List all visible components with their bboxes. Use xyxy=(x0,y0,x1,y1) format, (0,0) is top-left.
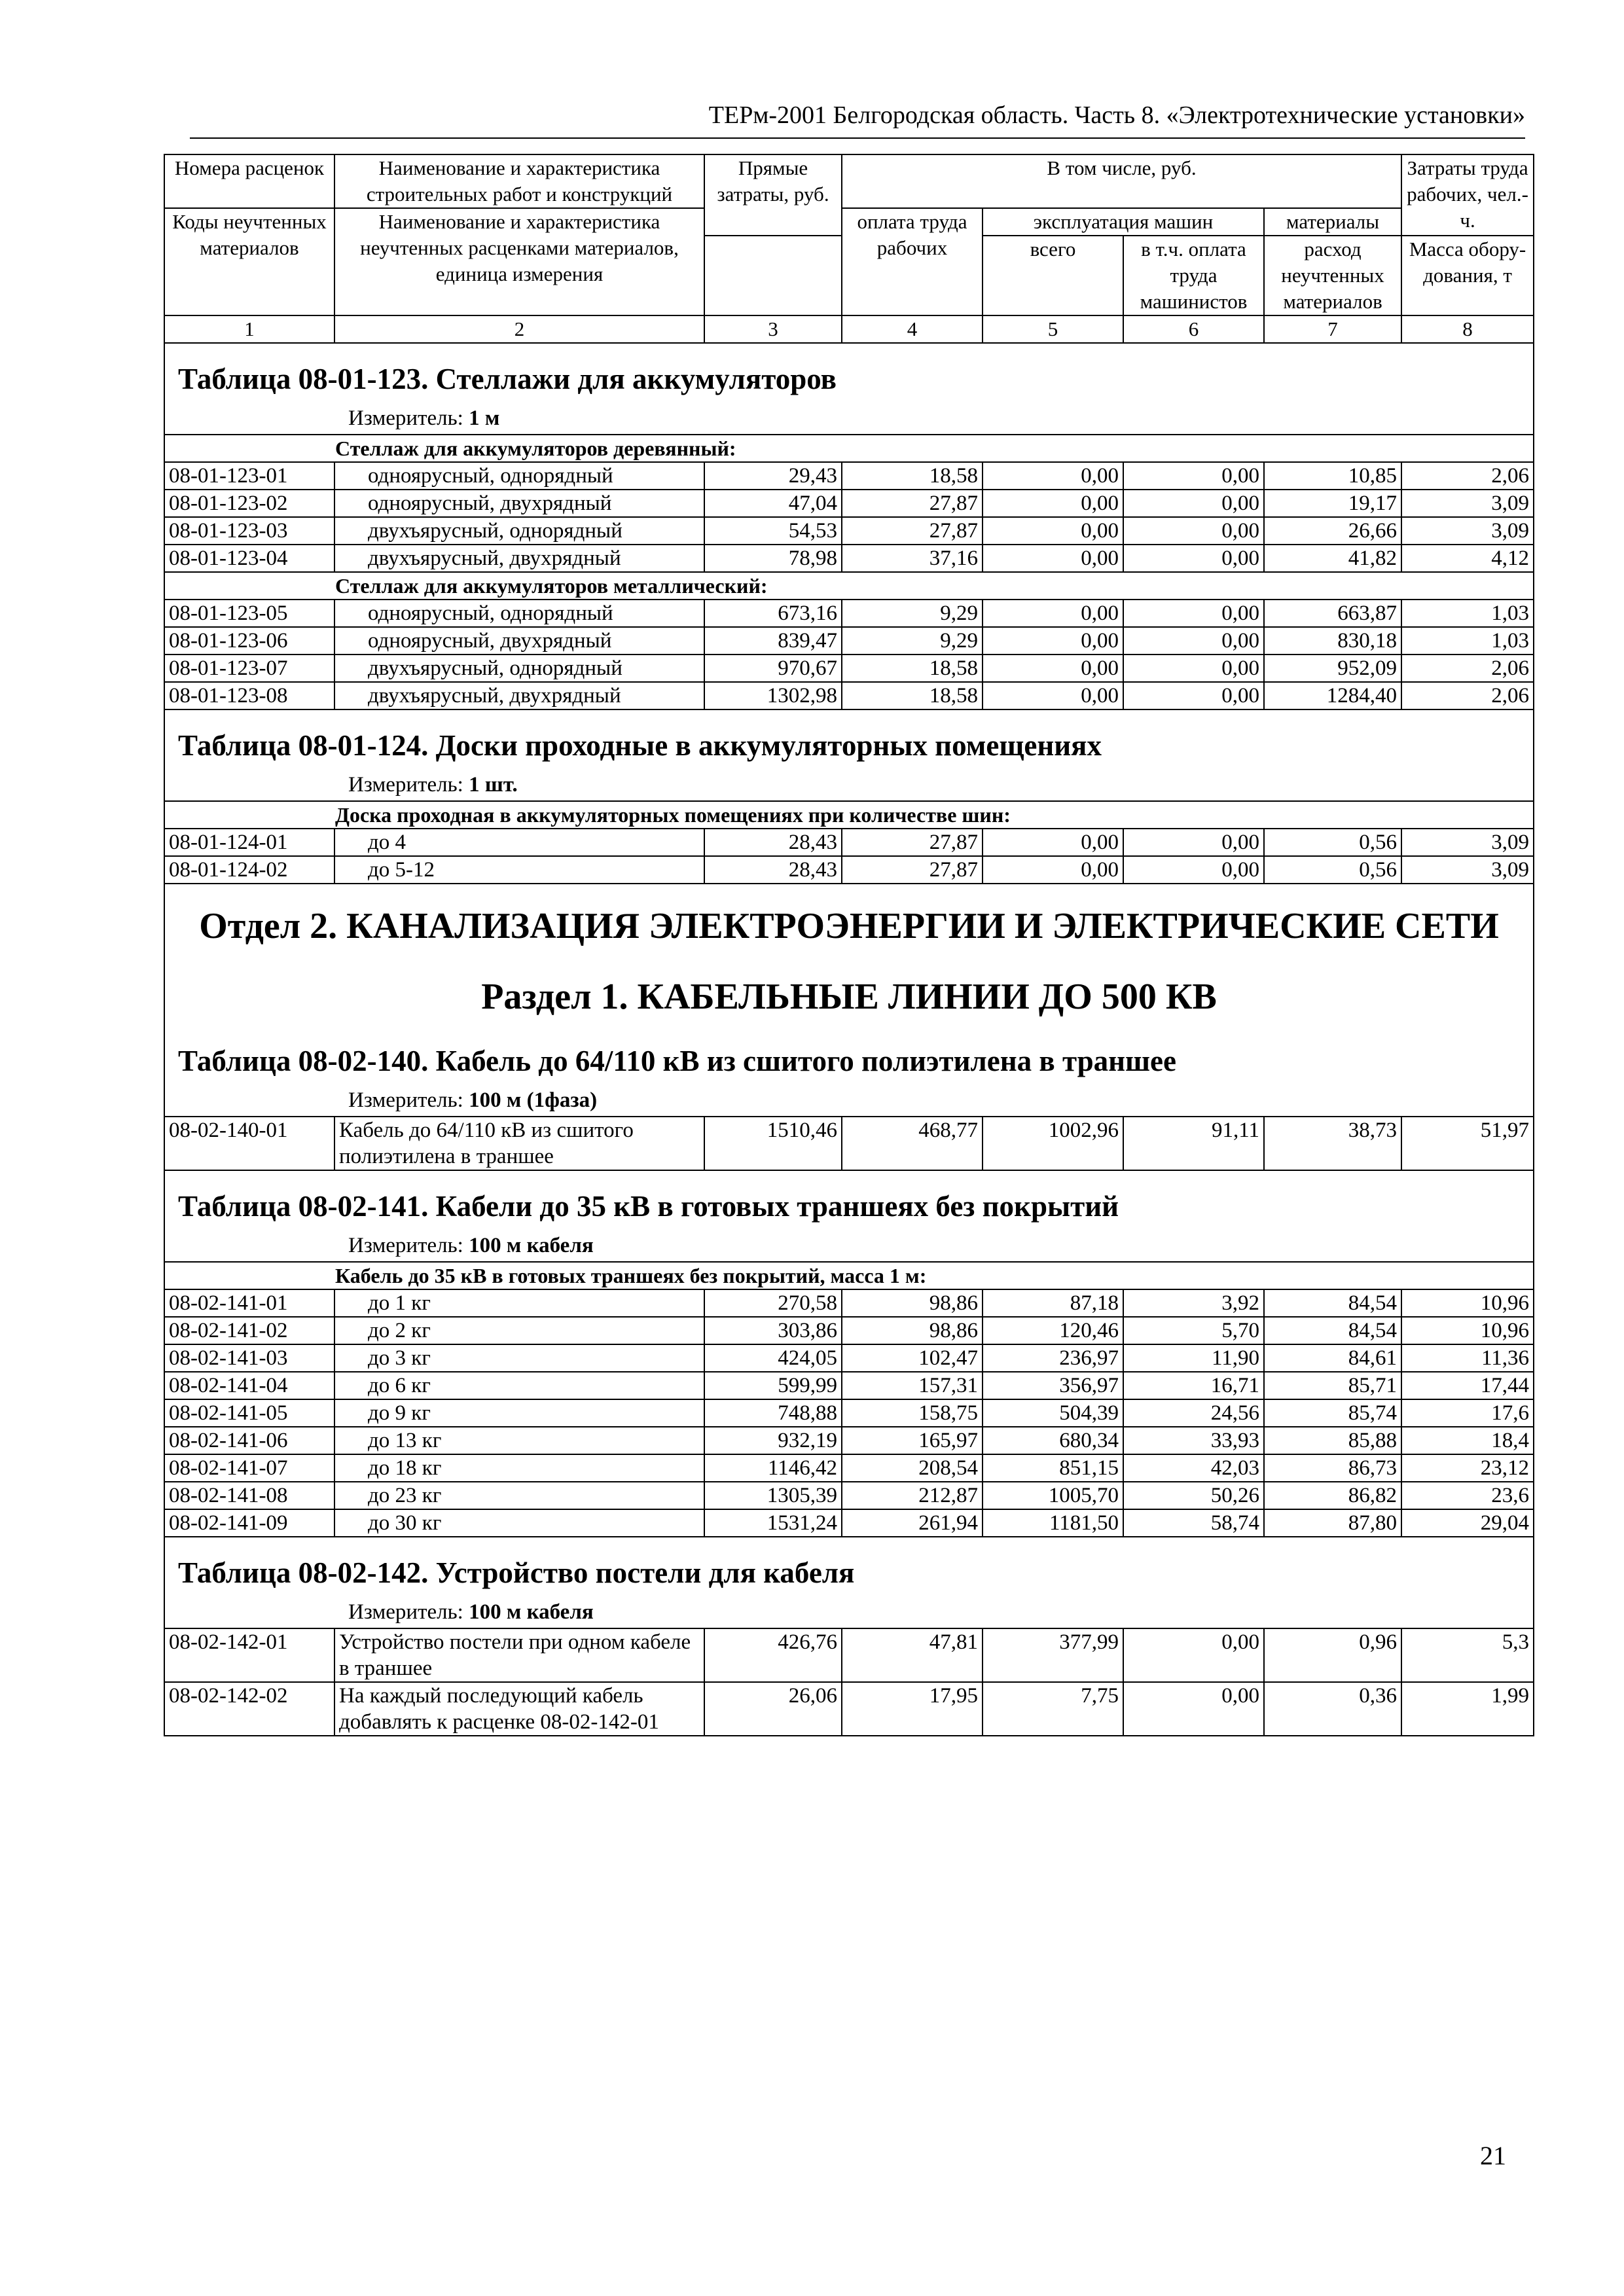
table-row xyxy=(164,655,1534,682)
name-cell: до 13 кг xyxy=(334,1427,704,1454)
value-cell: 0,00 xyxy=(983,600,1123,627)
table-row xyxy=(164,1317,1534,1344)
value-cell: 17,44 xyxy=(1401,1372,1534,1399)
value-cell: 26,06 xyxy=(704,1682,842,1736)
value-cell: 0,96 xyxy=(1264,1628,1401,1682)
table-row xyxy=(164,600,1534,627)
table-row xyxy=(164,462,1534,490)
value-cell: 0,00 xyxy=(983,829,1123,856)
value-cell: 1305,39 xyxy=(704,1482,842,1509)
name-cell: до 30 кг xyxy=(334,1509,704,1537)
column-numbers-row xyxy=(164,315,1534,343)
value-cell: 10,85 xyxy=(1264,462,1401,490)
value-cell: 303,86 xyxy=(704,1317,842,1344)
value-cell: 468,77 xyxy=(842,1117,983,1170)
value-cell: 0,00 xyxy=(1123,856,1264,884)
value-cell: 1284,40 xyxy=(1264,682,1401,709)
value-cell: 0,00 xyxy=(1123,655,1264,682)
name-cell: двухъярусный, однорядный xyxy=(334,517,704,545)
table-row xyxy=(164,545,1534,572)
code-cell: 08-02-141-07 xyxy=(164,1454,334,1482)
code-cell: 08-02-141-05 xyxy=(164,1399,334,1427)
code-cell: 08-01-123-05 xyxy=(164,600,334,627)
value-cell: 0,00 xyxy=(1123,829,1264,856)
value-cell: 0,00 xyxy=(1123,627,1264,655)
measure-line xyxy=(164,1230,1534,1262)
measure-label: Измеритель: xyxy=(348,1088,469,1112)
name-cell: Устройство постели при одном кабеле в траншее xyxy=(334,1628,704,1682)
value-cell: 3,09 xyxy=(1401,517,1534,545)
value-cell: 28,43 xyxy=(704,829,842,856)
group-header: Стеллаж для аккумуляторов деревянный: xyxy=(164,435,1534,462)
value-cell: 0,00 xyxy=(1123,682,1264,709)
value-cell: 0,00 xyxy=(983,655,1123,682)
name-cell: На каждый последующий кабель добавлять к расценке 08-02-142-01 xyxy=(334,1682,704,1736)
value-cell: 51,97 xyxy=(1401,1117,1534,1170)
value-cell: 748,88 xyxy=(704,1399,842,1427)
col2-header-a: Наименование и характеристика строительных работ и конструкций xyxy=(334,154,704,208)
name-cell: до 5-12 xyxy=(334,856,704,884)
value-cell: 0,00 xyxy=(983,545,1123,572)
col4-header: оплата труда рабочих xyxy=(842,208,983,315)
value-cell: 19,17 xyxy=(1264,490,1401,517)
code-cell: 08-01-123-01 xyxy=(164,462,334,490)
table-row xyxy=(164,1682,1534,1736)
value-cell: 208,54 xyxy=(842,1454,983,1482)
name-cell: до 2 кг xyxy=(334,1317,704,1344)
col-number-8: 8 xyxy=(1401,315,1534,343)
header-row-1 xyxy=(164,154,1534,208)
measure-value: 100 м (1фаза) xyxy=(469,1088,598,1112)
code-cell: 08-01-123-07 xyxy=(164,655,334,682)
value-cell: 0,00 xyxy=(983,627,1123,655)
value-cell: 599,99 xyxy=(704,1372,842,1399)
table-row xyxy=(164,1289,1534,1317)
value-cell: 5,3 xyxy=(1401,1628,1534,1682)
table-title: Таблица 08-01-124. Доски проходные в аккумуляторных помещениях xyxy=(164,709,1534,769)
value-cell: 47,81 xyxy=(842,1628,983,1682)
col-number-1: 1 xyxy=(164,315,334,343)
col8-header-a: Затраты труда рабочих, чел.-ч. xyxy=(1401,154,1534,236)
name-cell: до 4 xyxy=(334,829,704,856)
value-cell: 1005,70 xyxy=(983,1482,1123,1509)
value-cell: 663,87 xyxy=(1264,600,1401,627)
value-cell: 5,70 xyxy=(1123,1317,1264,1344)
col2-header-b: Наименование и характеристика неучтенных расценками материалов, единица измерения xyxy=(334,208,704,315)
col7-header: расход неучтенных материалов xyxy=(1264,236,1401,315)
value-cell: 261,94 xyxy=(842,1509,983,1537)
value-cell: 3,92 xyxy=(1123,1289,1264,1317)
col1-header-a: Номера расценок xyxy=(164,154,334,208)
value-cell: 28,43 xyxy=(704,856,842,884)
value-cell: 84,54 xyxy=(1264,1289,1401,1317)
value-cell: 0,00 xyxy=(1123,490,1264,517)
value-cell: 58,74 xyxy=(1123,1509,1264,1537)
measure-label: Измеритель: xyxy=(348,406,469,430)
value-cell: 3,09 xyxy=(1401,490,1534,517)
table-row xyxy=(164,1117,1534,1170)
col-number-5: 5 xyxy=(983,315,1123,343)
code-cell: 08-02-141-03 xyxy=(164,1344,334,1372)
value-cell: 0,56 xyxy=(1264,856,1401,884)
table-row xyxy=(164,1399,1534,1427)
table-title: Таблица 08-01-123. Стеллажи для аккумуляторов xyxy=(164,343,1534,403)
value-cell: 98,86 xyxy=(842,1289,983,1317)
col1-header-b: Коды неучтенных материалов xyxy=(164,208,334,315)
group-header: Стеллаж для аккумуляторов металлический: xyxy=(164,572,1534,600)
col-number-7: 7 xyxy=(1264,315,1401,343)
value-cell: 3,09 xyxy=(1401,829,1534,856)
value-cell: 0,00 xyxy=(1123,600,1264,627)
value-cell: 42,03 xyxy=(1123,1454,1264,1482)
table-row xyxy=(164,627,1534,655)
measure-value: 100 м кабеля xyxy=(469,1234,594,1257)
value-cell: 10,96 xyxy=(1401,1317,1534,1344)
value-cell: 0,00 xyxy=(1123,517,1264,545)
code-cell: 08-02-140-01 xyxy=(164,1117,334,1170)
table-row xyxy=(164,1454,1534,1482)
value-cell: 16,71 xyxy=(1123,1372,1264,1399)
value-cell: 2,06 xyxy=(1401,462,1534,490)
measure-label: Измеритель: xyxy=(348,1600,469,1624)
value-cell: 165,97 xyxy=(842,1427,983,1454)
value-cell: 27,87 xyxy=(842,517,983,545)
col8-header-b: Масса обору-дования, т xyxy=(1401,236,1534,315)
value-cell: 102,47 xyxy=(842,1344,983,1372)
measure-label: Измеритель: xyxy=(348,1234,469,1257)
measure-value: 1 шт. xyxy=(469,773,518,797)
value-cell: 830,18 xyxy=(1264,627,1401,655)
code-cell: 08-01-123-03 xyxy=(164,517,334,545)
value-cell: 0,00 xyxy=(1123,1628,1264,1682)
measure-value: 1 м xyxy=(469,406,500,430)
value-cell: 952,09 xyxy=(1264,655,1401,682)
value-cell: 78,98 xyxy=(704,545,842,572)
value-cell: 87,18 xyxy=(983,1289,1123,1317)
section-title: Раздел 1. КАБЕЛЬНЫЕ ЛИНИИ ДО 500 КВ xyxy=(164,955,1534,1026)
code-cell: 08-01-123-02 xyxy=(164,490,334,517)
value-cell: 4,12 xyxy=(1401,545,1534,572)
name-cell: двухъярусный, двухрядный xyxy=(334,682,704,709)
materials-header: материалы xyxy=(1264,208,1401,236)
value-cell: 9,29 xyxy=(842,627,983,655)
value-cell: 0,00 xyxy=(1123,1682,1264,1736)
value-cell: 38,73 xyxy=(1264,1117,1401,1170)
value-cell: 0,00 xyxy=(983,490,1123,517)
value-cell: 86,82 xyxy=(1264,1482,1401,1509)
value-cell: 18,4 xyxy=(1401,1427,1534,1454)
value-cell: 18,58 xyxy=(842,655,983,682)
value-cell: 18,58 xyxy=(842,462,983,490)
value-cell: 851,15 xyxy=(983,1454,1123,1482)
col-number-2: 2 xyxy=(334,315,704,343)
col-number-4: 4 xyxy=(842,315,983,343)
header-spacer xyxy=(704,236,842,315)
value-cell: 1531,24 xyxy=(704,1509,842,1537)
value-cell: 839,47 xyxy=(704,627,842,655)
value-cell: 2,06 xyxy=(1401,655,1534,682)
value-cell: 85,74 xyxy=(1264,1399,1401,1427)
value-cell: 27,87 xyxy=(842,856,983,884)
value-cell: 54,53 xyxy=(704,517,842,545)
name-cell: Кабель до 64/110 кВ из сшитого полиэтилена в траншее xyxy=(334,1117,704,1170)
value-cell: 85,71 xyxy=(1264,1372,1401,1399)
value-cell: 424,05 xyxy=(704,1344,842,1372)
code-cell: 08-01-123-08 xyxy=(164,682,334,709)
value-cell: 157,31 xyxy=(842,1372,983,1399)
code-cell: 08-01-124-01 xyxy=(164,829,334,856)
name-cell: одноярусный, однорядный xyxy=(334,462,704,490)
measure-line xyxy=(164,403,1534,435)
value-cell: 0,00 xyxy=(1123,545,1264,572)
col6-header: в т.ч. оплата труда машинистов xyxy=(1123,236,1264,315)
value-cell: 1,99 xyxy=(1401,1682,1534,1736)
table-row xyxy=(164,1427,1534,1454)
value-cell: 29,43 xyxy=(704,462,842,490)
code-cell: 08-02-141-09 xyxy=(164,1509,334,1537)
name-cell: двухъярусный, двухрядный xyxy=(334,545,704,572)
code-cell: 08-02-141-08 xyxy=(164,1482,334,1509)
measure-line xyxy=(164,769,1534,801)
table-row xyxy=(164,517,1534,545)
code-cell: 08-02-141-02 xyxy=(164,1317,334,1344)
code-cell: 08-02-141-06 xyxy=(164,1427,334,1454)
group-header: Доска проходная в аккумуляторных помещениях при количестве шин: xyxy=(164,801,1534,829)
value-cell: 98,86 xyxy=(842,1317,983,1344)
value-cell: 86,73 xyxy=(1264,1454,1401,1482)
table-row xyxy=(164,1509,1534,1537)
measure-line xyxy=(164,1085,1534,1117)
value-cell: 1302,98 xyxy=(704,682,842,709)
name-cell: до 9 кг xyxy=(334,1399,704,1427)
value-cell: 11,90 xyxy=(1123,1344,1264,1372)
measure-line xyxy=(164,1596,1534,1628)
running-header: ТЕРм-2001 Белгородская область. Часть 8. «Электротехнические установки» xyxy=(190,98,1525,139)
table-title: Таблица 08-02-142. Устройство постели для кабеля xyxy=(164,1537,1534,1596)
value-cell: 1510,46 xyxy=(704,1117,842,1170)
department-title: Отдел 2. КАНАЛИЗАЦИЯ ЭЛЕКТРОЭНЕРГИИ И ЭЛЕКТРИЧЕСКИЕ СЕТИ xyxy=(164,884,1534,955)
table-title: Таблица 08-02-140. Кабель до 64/110 кВ из сшитого полиэтилена в траншее xyxy=(164,1026,1534,1085)
name-cell: до 1 кг xyxy=(334,1289,704,1317)
value-cell: 0,56 xyxy=(1264,829,1401,856)
value-cell: 932,19 xyxy=(704,1427,842,1454)
value-cell: 47,04 xyxy=(704,490,842,517)
name-cell: одноярусный, однорядный xyxy=(334,600,704,627)
col3-header: Прямые затраты, руб. xyxy=(704,154,842,236)
code-cell: 08-02-141-01 xyxy=(164,1289,334,1317)
value-cell: 0,00 xyxy=(983,682,1123,709)
value-cell: 1,03 xyxy=(1401,600,1534,627)
value-cell: 91,11 xyxy=(1123,1117,1264,1170)
group-header: Кабель до 35 кВ в готовых траншеях без покрытий, масса 1 м: xyxy=(164,1262,1534,1289)
value-cell: 1181,50 xyxy=(983,1509,1123,1537)
table-row xyxy=(164,682,1534,709)
value-cell: 37,16 xyxy=(842,545,983,572)
value-cell: 236,97 xyxy=(983,1344,1123,1372)
table-title: Таблица 08-02-141. Кабели до 35 кВ в готовых траншеях без покрытий xyxy=(164,1170,1534,1230)
value-cell: 50,26 xyxy=(1123,1482,1264,1509)
value-cell: 673,16 xyxy=(704,600,842,627)
page-number: 21 xyxy=(1480,2141,1506,2170)
name-cell: до 3 кг xyxy=(334,1344,704,1372)
value-cell: 10,96 xyxy=(1401,1289,1534,1317)
value-cell: 2,06 xyxy=(1401,682,1534,709)
name-cell: до 6 кг xyxy=(334,1372,704,1399)
name-cell: двухъярусный, однорядный xyxy=(334,655,704,682)
value-cell: 504,39 xyxy=(983,1399,1123,1427)
value-cell: 11,36 xyxy=(1401,1344,1534,1372)
code-cell: 08-02-142-02 xyxy=(164,1682,334,1736)
value-cell: 680,34 xyxy=(983,1427,1123,1454)
value-cell: 7,75 xyxy=(983,1682,1123,1736)
measure-label: Измеритель: xyxy=(348,773,469,797)
name-cell: до 18 кг xyxy=(334,1454,704,1482)
name-cell: одноярусный, двухрядный xyxy=(334,490,704,517)
value-cell: 18,58 xyxy=(842,682,983,709)
value-cell: 212,87 xyxy=(842,1482,983,1509)
col5-header: всего xyxy=(983,236,1123,315)
price-table xyxy=(164,154,1534,1736)
value-cell: 1002,96 xyxy=(983,1117,1123,1170)
value-cell: 29,04 xyxy=(1401,1509,1534,1537)
header-row-2 xyxy=(164,208,1534,236)
code-cell: 08-01-124-02 xyxy=(164,856,334,884)
value-cell: 0,36 xyxy=(1264,1682,1401,1736)
measure-value: 100 м кабеля xyxy=(469,1600,594,1624)
including-header: В том числе, руб. xyxy=(842,154,1401,208)
code-cell: 08-02-142-01 xyxy=(164,1628,334,1682)
value-cell: 27,87 xyxy=(842,829,983,856)
value-cell: 426,76 xyxy=(704,1628,842,1682)
value-cell: 120,46 xyxy=(983,1317,1123,1344)
value-cell: 356,97 xyxy=(983,1372,1123,1399)
name-cell: до 23 кг xyxy=(334,1482,704,1509)
code-cell: 08-02-141-04 xyxy=(164,1372,334,1399)
name-cell: одноярусный, двухрядный xyxy=(334,627,704,655)
value-cell: 23,12 xyxy=(1401,1454,1534,1482)
value-cell: 85,88 xyxy=(1264,1427,1401,1454)
value-cell: 87,80 xyxy=(1264,1509,1401,1537)
value-cell: 0,00 xyxy=(1123,462,1264,490)
value-cell: 0,00 xyxy=(983,856,1123,884)
value-cell: 0,00 xyxy=(983,462,1123,490)
col-number-6: 6 xyxy=(1123,315,1264,343)
value-cell: 33,93 xyxy=(1123,1427,1264,1454)
table-row xyxy=(164,1628,1534,1682)
value-cell: 84,61 xyxy=(1264,1344,1401,1372)
value-cell: 3,09 xyxy=(1401,856,1534,884)
value-cell: 26,66 xyxy=(1264,517,1401,545)
value-cell: 24,56 xyxy=(1123,1399,1264,1427)
code-cell: 08-01-123-06 xyxy=(164,627,334,655)
value-cell: 84,54 xyxy=(1264,1317,1401,1344)
table-row xyxy=(164,490,1534,517)
value-cell: 9,29 xyxy=(842,600,983,627)
value-cell: 0,00 xyxy=(983,517,1123,545)
value-cell: 1,03 xyxy=(1401,627,1534,655)
value-cell: 970,67 xyxy=(704,655,842,682)
value-cell: 1146,42 xyxy=(704,1454,842,1482)
value-cell: 17,6 xyxy=(1401,1399,1534,1427)
value-cell: 17,95 xyxy=(842,1682,983,1736)
value-cell: 41,82 xyxy=(1264,545,1401,572)
table-row xyxy=(164,1482,1534,1509)
table-row xyxy=(164,1372,1534,1399)
code-cell: 08-01-123-04 xyxy=(164,545,334,572)
table-row xyxy=(164,829,1534,856)
value-cell: 23,6 xyxy=(1401,1482,1534,1509)
table-row xyxy=(164,856,1534,884)
value-cell: 158,75 xyxy=(842,1399,983,1427)
col-number-3: 3 xyxy=(704,315,842,343)
value-cell: 27,87 xyxy=(842,490,983,517)
value-cell: 270,58 xyxy=(704,1289,842,1317)
value-cell: 377,99 xyxy=(983,1628,1123,1682)
table-row xyxy=(164,1344,1534,1372)
machines-header: эксплуатация машин xyxy=(983,208,1264,236)
